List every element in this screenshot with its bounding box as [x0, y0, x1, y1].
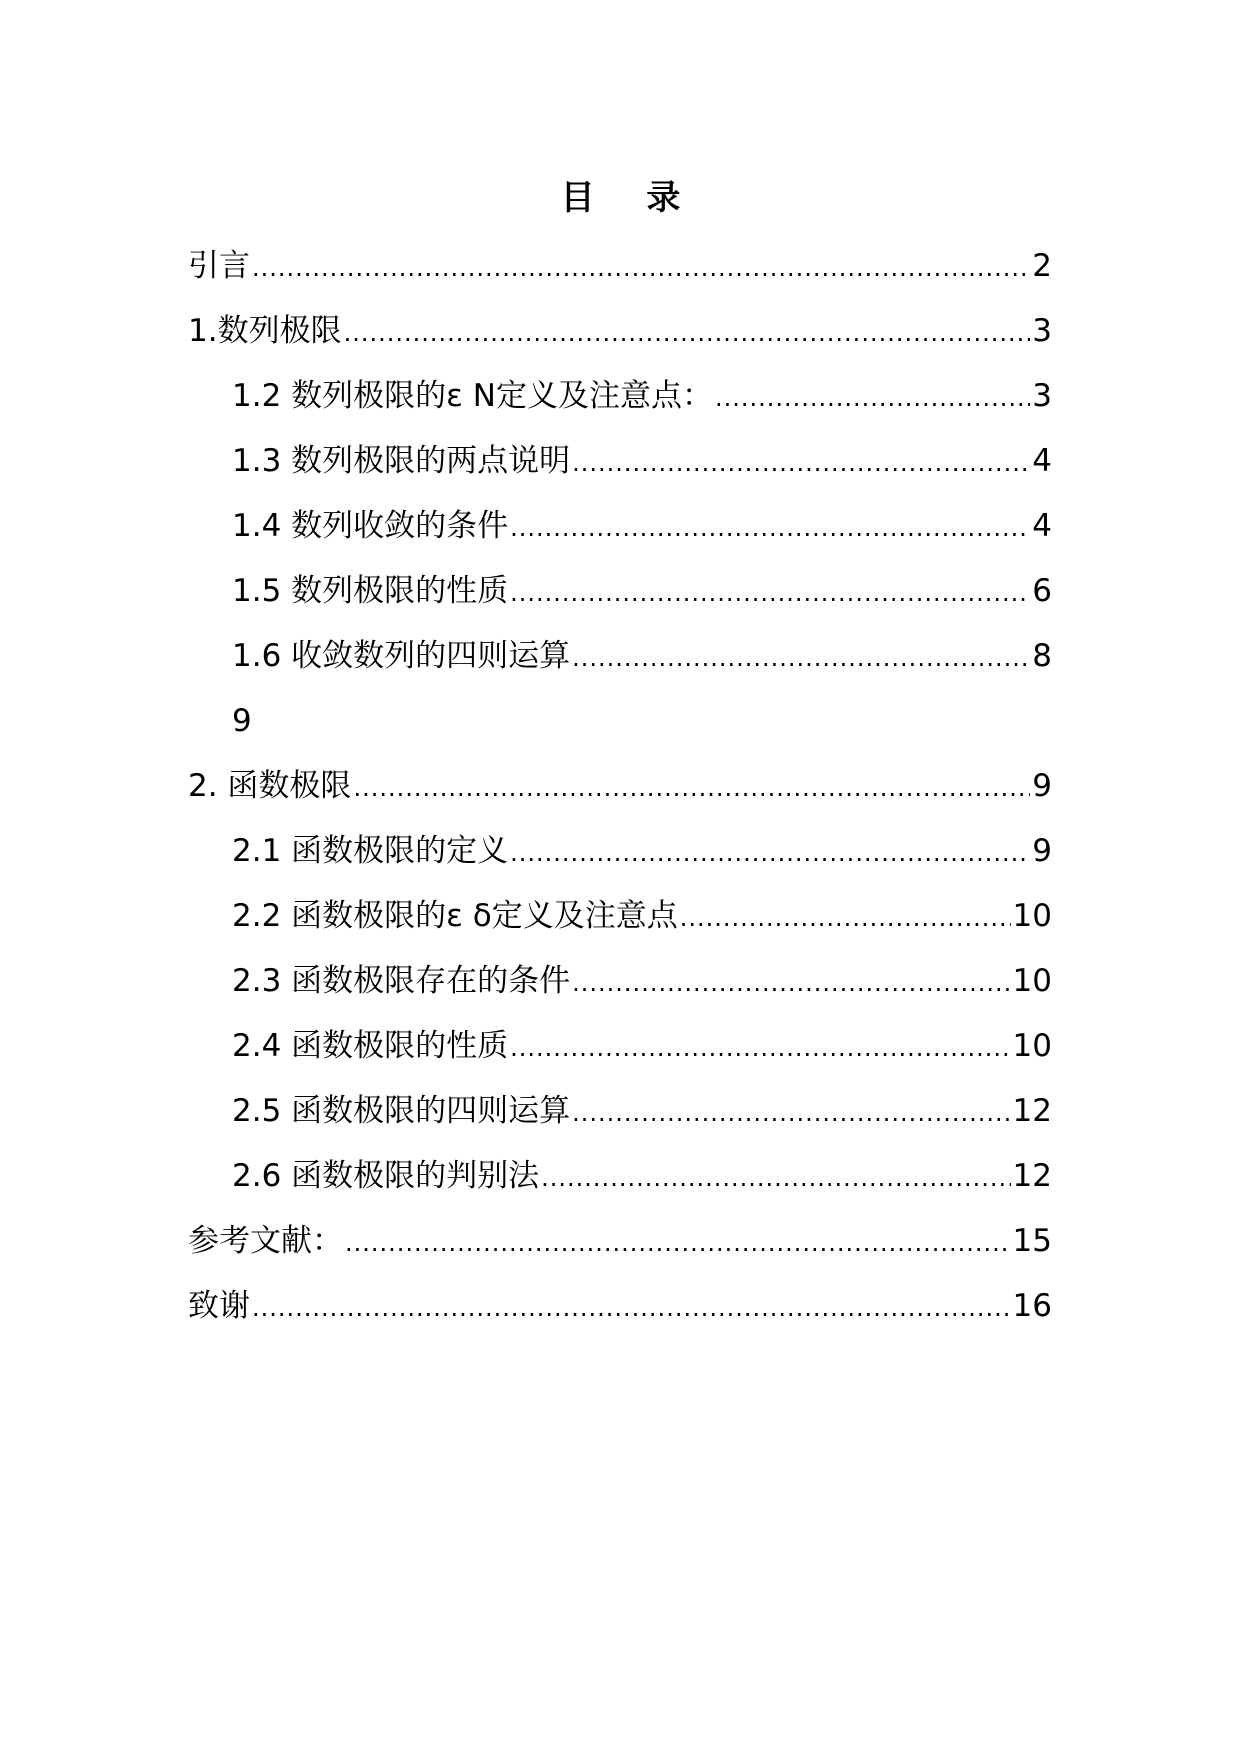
- toc-entry-page: 9: [1032, 833, 1052, 869]
- toc-leader-dots: [680, 892, 1011, 944]
- toc-entry-label: 2. 函数极限: [188, 768, 352, 804]
- toc-leader-dots: [252, 1282, 1011, 1334]
- toc-entry[interactable]: [188, 1215, 1052, 1280]
- toc-entry-page: 10: [1012, 1028, 1052, 1064]
- toc-entry[interactable]: [188, 565, 1052, 630]
- toc-entry[interactable]: [188, 305, 1052, 370]
- toc-entry-label: 1.5 数列极限的性质: [232, 573, 509, 609]
- toc-leader-dots: [353, 762, 1030, 814]
- toc-entry-label: 1.2 数列极限的ε N定义及注意点：: [232, 378, 713, 414]
- toc-leader-dots: [252, 242, 1030, 294]
- toc-entry-label: 2.4 函数极限的性质: [232, 1028, 509, 1064]
- toc-entry-page: 2: [1032, 248, 1052, 284]
- toc-list: [188, 240, 1052, 1345]
- toc-entry[interactable]: [188, 1085, 1052, 1150]
- toc-entry-label: 引言: [188, 248, 250, 284]
- toc-entry-page: 16: [1012, 1288, 1052, 1324]
- toc-entry[interactable]: [188, 1020, 1052, 1085]
- toc-leader-dots: [510, 827, 1030, 879]
- toc-entry-label: 9: [232, 703, 252, 739]
- toc-entry-page: 9: [1032, 768, 1052, 804]
- toc-leader-dots: [344, 307, 1031, 359]
- toc-entry[interactable]: [188, 695, 1052, 760]
- toc-entry[interactable]: [188, 825, 1052, 890]
- toc-entry[interactable]: [188, 370, 1052, 435]
- toc-leader-dots: [572, 1087, 1010, 1139]
- toc-entry-page: 3: [1032, 313, 1052, 349]
- toc-entry-page: 15: [1012, 1223, 1052, 1259]
- toc-entry[interactable]: [188, 955, 1052, 1020]
- toc-leader-dots: [510, 567, 1030, 619]
- toc-entry-page: 4: [1032, 443, 1052, 479]
- toc-entry-page: 8: [1032, 638, 1052, 674]
- toc-entry-label: 1.3 数列极限的两点说明: [232, 443, 571, 479]
- toc-entry-label: 2.1 函数极限的定义: [232, 833, 509, 869]
- toc-leader-dots: [572, 437, 1030, 489]
- toc-entry-page: 4: [1032, 508, 1052, 544]
- toc-entry-page: 10: [1012, 963, 1052, 999]
- toc-entry-page: 6: [1032, 573, 1052, 609]
- toc-entry-label: 1.数列极限: [188, 313, 342, 349]
- toc-entry-page: 10: [1012, 898, 1052, 934]
- toc-entry-label: 2.2 函数极限的ε δ定义及注意点: [232, 898, 678, 934]
- toc-entry-page: 12: [1012, 1093, 1052, 1129]
- toc-leader-dots: [715, 372, 1030, 424]
- toc-entry[interactable]: [188, 435, 1052, 500]
- toc-entry-label: 致谢: [188, 1288, 250, 1324]
- toc-entry[interactable]: [188, 760, 1052, 825]
- toc-entry-page: 12: [1012, 1158, 1052, 1194]
- toc-leader-dots: [572, 632, 1030, 684]
- toc-leader-dots: [572, 957, 1010, 1009]
- toc-entry[interactable]: [188, 500, 1052, 565]
- toc-entry-label: 1.4 数列收敛的条件: [232, 508, 509, 544]
- toc-entry-label: 2.5 函数极限的四则运算: [232, 1093, 571, 1129]
- toc-entry[interactable]: [188, 630, 1052, 695]
- toc-leader-dots: [510, 502, 1030, 554]
- toc-entry-label: 2.3 函数极限存在的条件: [232, 963, 571, 999]
- toc-entry[interactable]: [188, 890, 1052, 955]
- toc-entry[interactable]: [188, 1150, 1052, 1215]
- toc-leader-dots: [510, 1022, 1010, 1074]
- toc-leader-dots: [345, 1217, 1011, 1269]
- toc-entry[interactable]: [188, 240, 1052, 305]
- toc-entry-label: 1.6 收敛数列的四则运算: [232, 638, 571, 674]
- page-title: 目 录: [560, 178, 701, 218]
- toc-entry-page: 3: [1032, 378, 1052, 414]
- toc-leader-dots: [541, 1152, 1010, 1204]
- toc-entry[interactable]: [188, 1280, 1052, 1345]
- toc-entry-label: 2.6 函数极限的判别法: [232, 1158, 540, 1194]
- toc-entry-label: 参考文献：: [188, 1223, 343, 1259]
